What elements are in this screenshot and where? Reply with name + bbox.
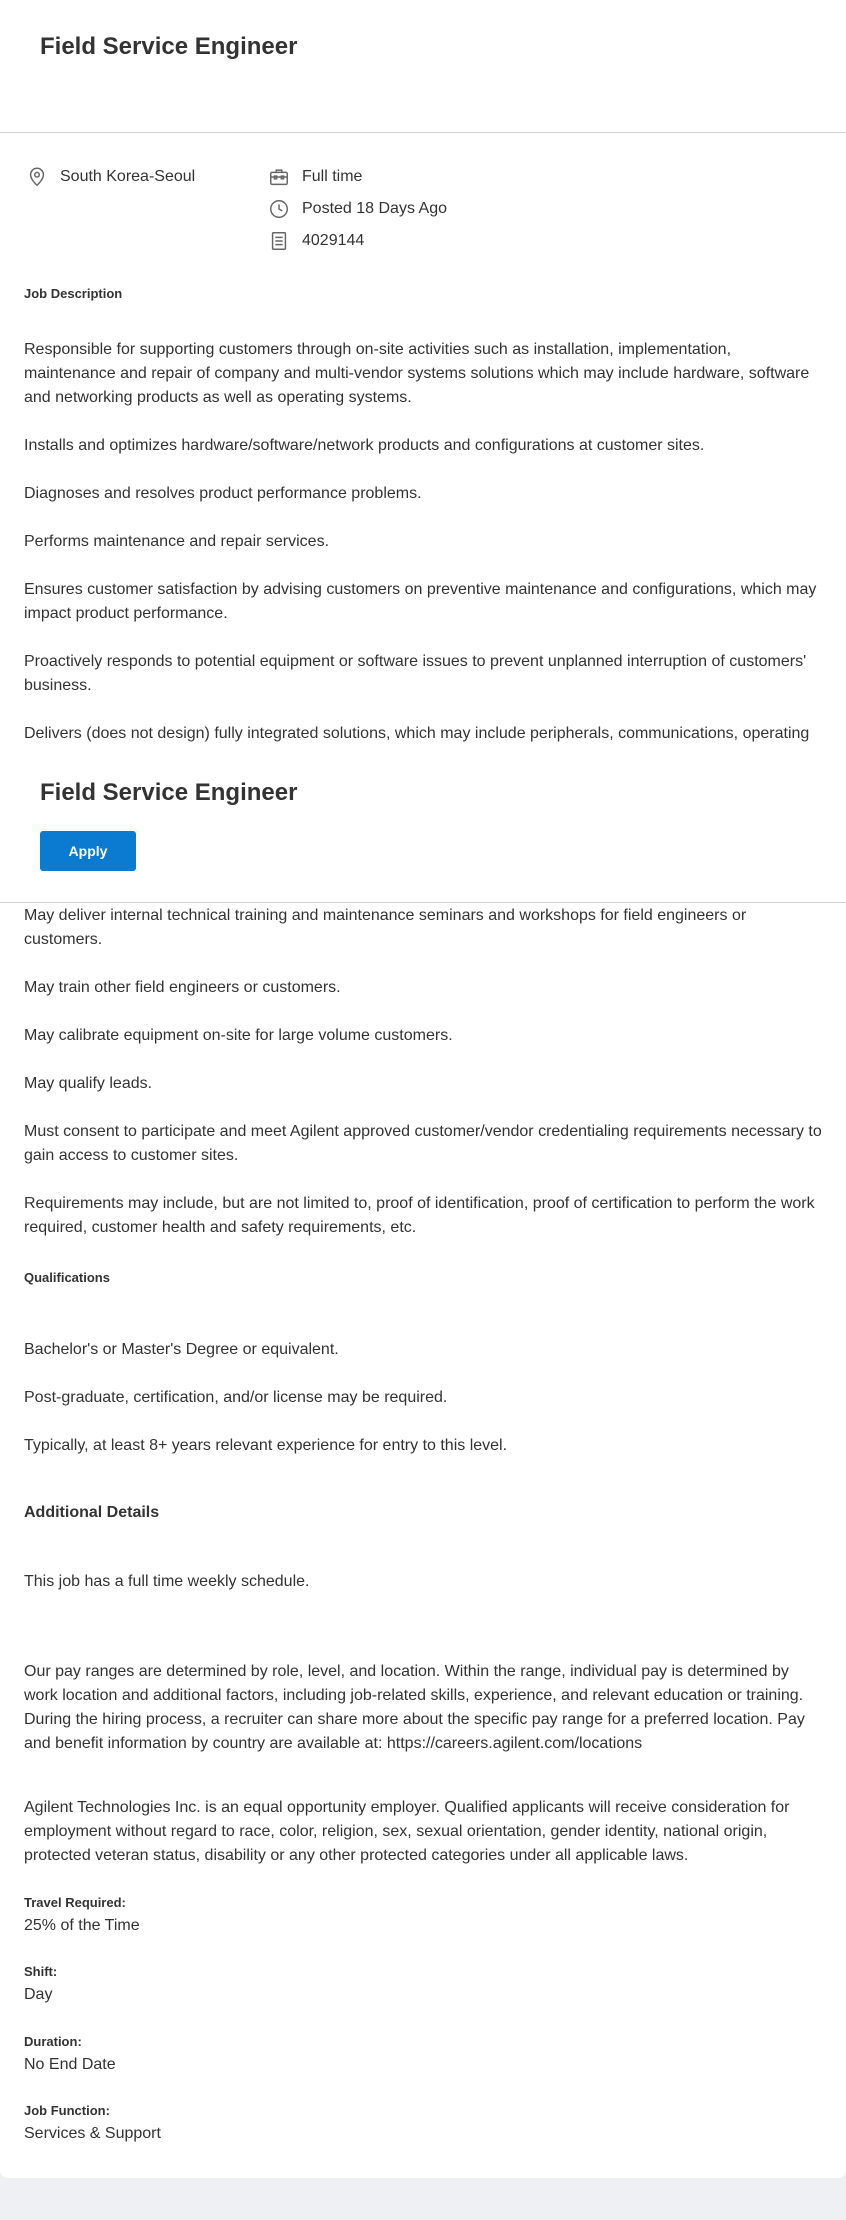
description-paragraph: Ensures customer satisfaction by advising customers on preventive maintenance and configurations, which may impact product performance. (24, 581, 817, 622)
sticky-job-title: Field Service Engineer (40, 779, 298, 806)
schedule-text: This job has a full time weekly schedule. (24, 1573, 310, 1590)
description-paragraph: Installs and optimizes hardware/software/network products and configurations at customer sites. (24, 437, 705, 454)
additional-details-heading: Additional Details (24, 1504, 160, 1521)
description-paragraph: Requirements may include, but are not limited to, proof of identification, proof of certification to perform the work required, customer health and safety requirements, etc. (24, 1195, 815, 1236)
eeo-statement: Agilent Technologies Inc. is an equal opportunity employer. Qualified applicants will receive consideration for employment without regard to race, color, religion, sex, sexual orientation, gender identity, national origin, protected veteran status, disability or any other protected categories under all applicable laws. (24, 1799, 790, 1864)
description-paragraph: Must consent to participate and meet Agilent approved customer/vendor credentialing requirements necessary to gain access to customer sites. (24, 1123, 822, 1164)
shift-value: Day (24, 1986, 53, 2003)
location-row (26, 165, 195, 189)
job-header (0, 0, 846, 133)
qualification-item: Typically, at least 8+ years relevant experience for entry to this level. (24, 1437, 508, 1454)
job-title: Field Service Engineer (40, 33, 298, 60)
description-clipped-region (0, 338, 846, 750)
description-paragraph: Performs maintenance and repair services. (24, 533, 330, 550)
sticky-apply-bar (0, 750, 846, 903)
posted-row (268, 197, 447, 221)
duration-value: No End Date (24, 2056, 116, 2073)
job-type-text: Full time (302, 168, 363, 185)
qualifications-heading: Qualifications (24, 1270, 110, 1285)
description-paragraph: May deliver internal technical training and maintenance seminars and workshops for field engineers or customers. (24, 907, 747, 948)
description-paragraph: May calibrate equipment on-site for large volume customers. (24, 1027, 453, 1044)
location-pin-icon (26, 166, 48, 188)
job-description-body (24, 338, 824, 794)
requisition-id: 4029144 (302, 232, 365, 249)
qualification-item: Bachelor's or Master's Degree or equivalent. (24, 1341, 339, 1358)
job-function-value: Services & Support (24, 2125, 161, 2142)
apply-button[interactable]: Apply (40, 831, 136, 871)
job-description-heading: Job Description (24, 286, 123, 301)
travel-required-value: 25% of the Time (24, 1917, 140, 1934)
requisition-row (268, 229, 364, 253)
job-function-label: Job Function: (24, 2103, 110, 2118)
description-paragraph: May train other field engineers or customers. (24, 979, 341, 996)
job-description-continued (24, 904, 824, 1264)
job-type-row (268, 165, 362, 189)
duration-label: Duration: (24, 2034, 82, 2049)
pay-range-text: Our pay ranges are determined by role, level, and location. Within the range, individual pay is determined by work location and additional factors, including job-related skills, experience, and relevant education or training. During the hiring process, a recruiter can share more about the specific pay range for a preferred location. Pay and benefit information by country are available at: https://careers.agilent.com/locations (24, 1663, 805, 1752)
posted-text: Posted 18 Days Ago (302, 200, 447, 217)
description-paragraph: Delivers (does not design) fully integrated solutions, which may include peripherals, communications, operating (24, 725, 810, 742)
qualifications-body (24, 1338, 824, 1482)
description-paragraph: Proactively responds to potential equipment or software issues to prevent unplanned interruption of customers' business. (24, 653, 807, 694)
clock-icon (268, 198, 290, 220)
description-paragraph: Diagnoses and resolves product performance problems. (24, 485, 422, 502)
description-paragraph: Responsible for supporting customers through on-site activities such as installation, implementation, maintenance and repair of company and multi-vendor systems solutions which may include hardware, software and networking products as well as operating systems. (24, 341, 810, 406)
shift-label: Shift: (24, 1964, 58, 1979)
location-text: South Korea-Seoul (60, 168, 196, 185)
qualification-item: Post-graduate, certification, and/or license may be required. (24, 1389, 448, 1406)
briefcase-icon (268, 166, 290, 188)
description-paragraph: May qualify leads. (24, 1075, 153, 1092)
travel-required-label: Travel Required: (24, 1895, 126, 1910)
document-icon (268, 230, 290, 252)
